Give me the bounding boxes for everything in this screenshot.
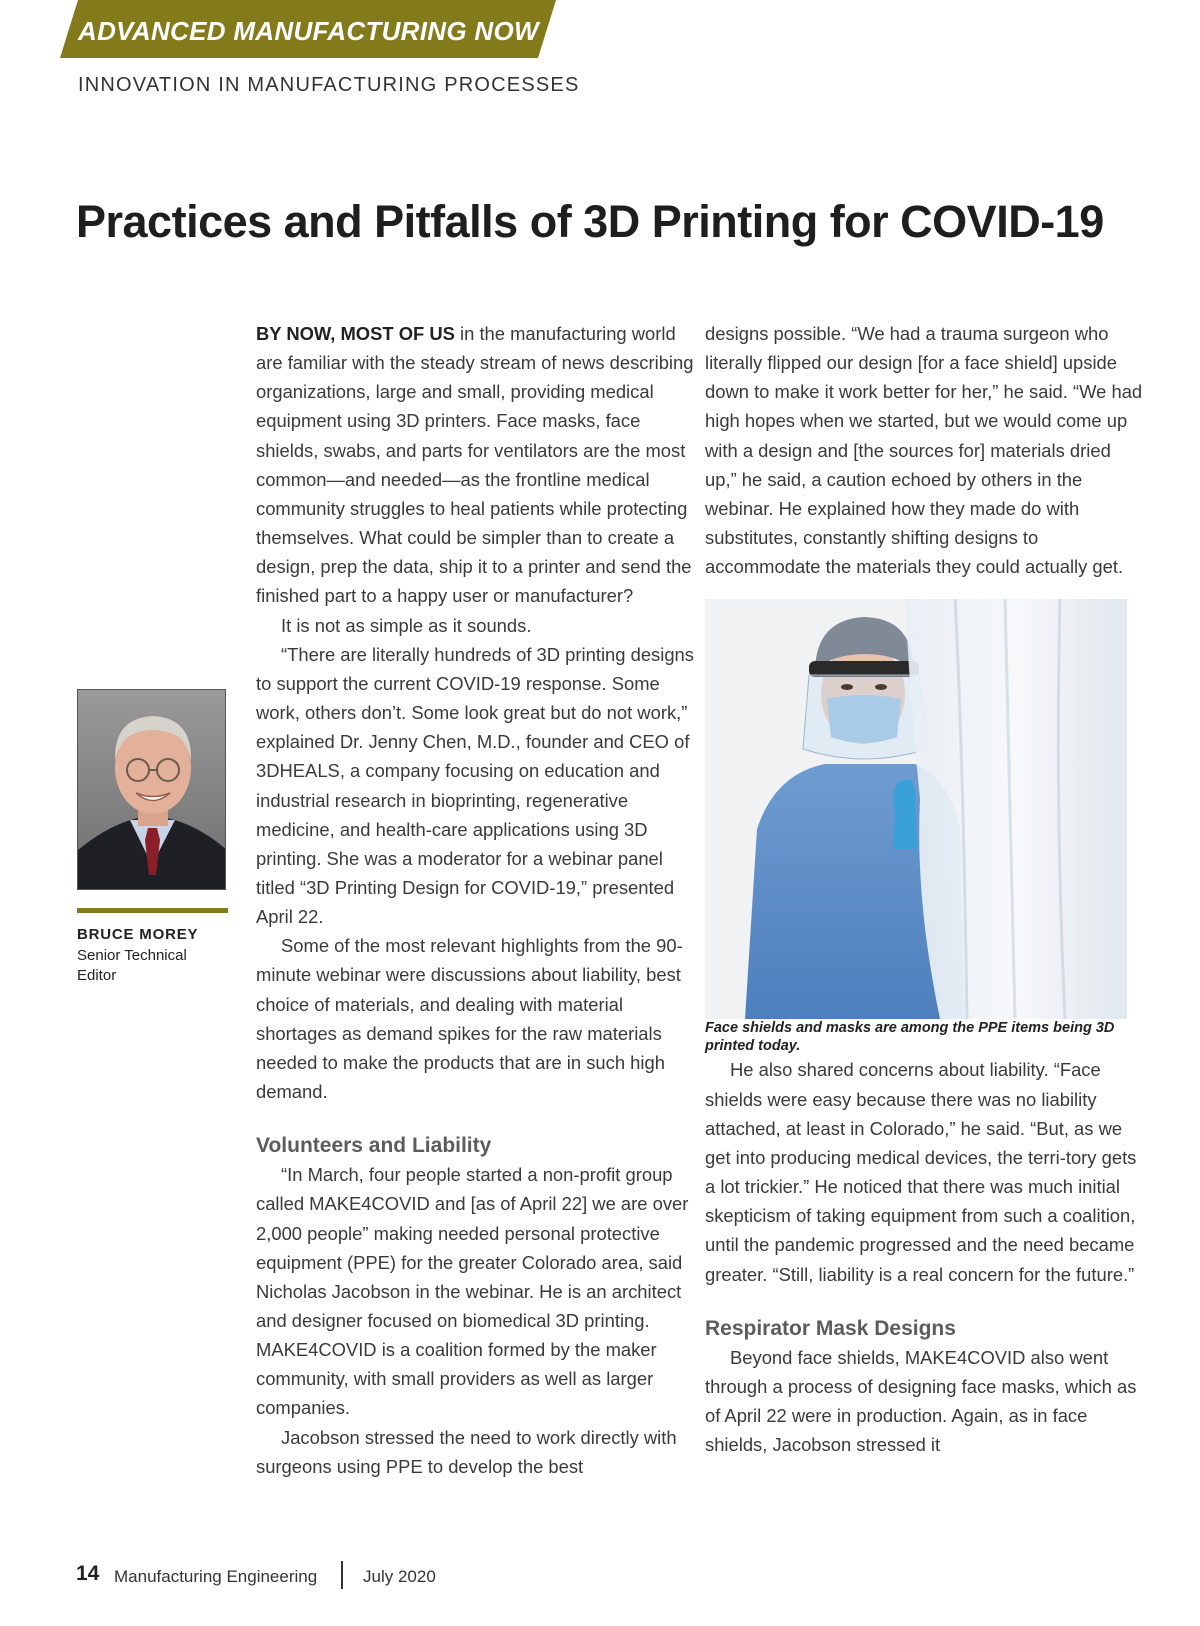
paragraph (256, 319, 696, 611)
issue-date: July 2020 (363, 1567, 436, 1586)
subheading: Volunteers and Liability (256, 1134, 492, 1158)
author-divider (77, 908, 228, 913)
article-column-left (256, 319, 696, 1481)
author-photo (77, 689, 226, 890)
paragraph: Some of the most relevant highlights from the 90-minute webinar were discussions about liability, best choice of materials, and dealing with material shortages as demand spikes for the raw materials needed to make the products that are in such high demand. (256, 935, 683, 1103)
lead-in: BY NOW, MOST OF US (256, 323, 455, 344)
paragraph: designs possible. “We had a trauma surgeon who literally flipped our design [for a face shield] upside down to make it work better for her,” he said. “We had high hopes when we started, but we would come up with a design and [the sources for] materials dried up,” he said, a caution echoed by others in the webinar. He explained how they made do with substitutes, constantly shifting designs to accommodate the materials they could actually get. (705, 323, 1143, 578)
photo-caption: Face shields and masks are among the PPE items being 3D printed today. (705, 1020, 1115, 1055)
article-column-right (705, 319, 1145, 1459)
paragraph: Beyond face shields, MAKE4COVID also went through a process of designing face masks, which as of April 22 were in production. Again, as in face shields, Jacobson stressed it (705, 1346, 1137, 1456)
paragraph: Jacobson stressed the need to work directly with surgeons using PPE to develop the best (256, 1426, 677, 1477)
author-portrait-image (78, 690, 226, 890)
health-worker-ppe-image (705, 599, 1127, 1019)
section-label: INNOVATION IN MANUFACTURING PROCESSES (78, 74, 580, 96)
article-photo (705, 599, 1127, 1019)
footer-divider (341, 1561, 343, 1589)
publication-name: Manufacturing Engineering (114, 1567, 318, 1586)
article-headline: Practices and Pitfalls of 3D Printing for COVID-19 (76, 196, 1104, 247)
subheading: Respirator Mask Designs (705, 1316, 956, 1340)
paragraph: It is not as simple as it sounds. (281, 614, 532, 636)
paragraph-text: in the manufacturing world are familiar with the steady stream of news describing organizations, large and small, providing medical equipment using 3D printers. Face masks, face shields, swabs, and parts for ventilators are the most common—and needed—as the frontline medical community struggles to heal patients while protecting themselves. What could be simpler than to create a design, prep the data, ship it to a printer and send the finished part to a happy user or manufacturer? (256, 323, 694, 607)
page-number: 14 (76, 1562, 100, 1585)
banner-title: ADVANCED MANUFACTURING NOW (78, 16, 539, 46)
paragraph: “There are literally hundreds of 3D printing designs to support the current COVID-19 response. Some work, others don’t. Some look great but do not work,” explained Dr. Jenny Chen, M.D., founder and CEO of 3DHEALS, a company focusing on education and industrial research in bioprinting, regenerative medicine, and health-care applications using 3D printing. She was a moderator for a webinar panel titled “3D Printing Design for COVID-19,” presented April 22. (256, 643, 694, 928)
paragraph: He also shared concerns about liability. “Face shields were easy because there was no liability attached, at least in Colorado,” he said. “But, as we get into producing medical devices, the terri-tory gets a lot trickier.” He noticed that there was much initial skepticism of taking equipment from such a coalition, until the pandemic progressed and the need became greater. “Still, liability is a real concern for the future.” (705, 1059, 1137, 1285)
author-title: Senior Technical Editor (77, 947, 187, 984)
paragraph: “In March, four people started a non-profit group called MAKE4COVID and [as of April 22] we are over 2,000 people” making needed personal protective equipment (PPE) for the greater Colorado area, said Nicholas Jacobson in the webinar. He is an architect and designer focused on biomedical 3D printing. MAKE4COVID is a coalition formed by the maker community, with small providers as well as larger companies. (256, 1164, 689, 1419)
author-name: BRUCE MOREY (77, 926, 199, 943)
